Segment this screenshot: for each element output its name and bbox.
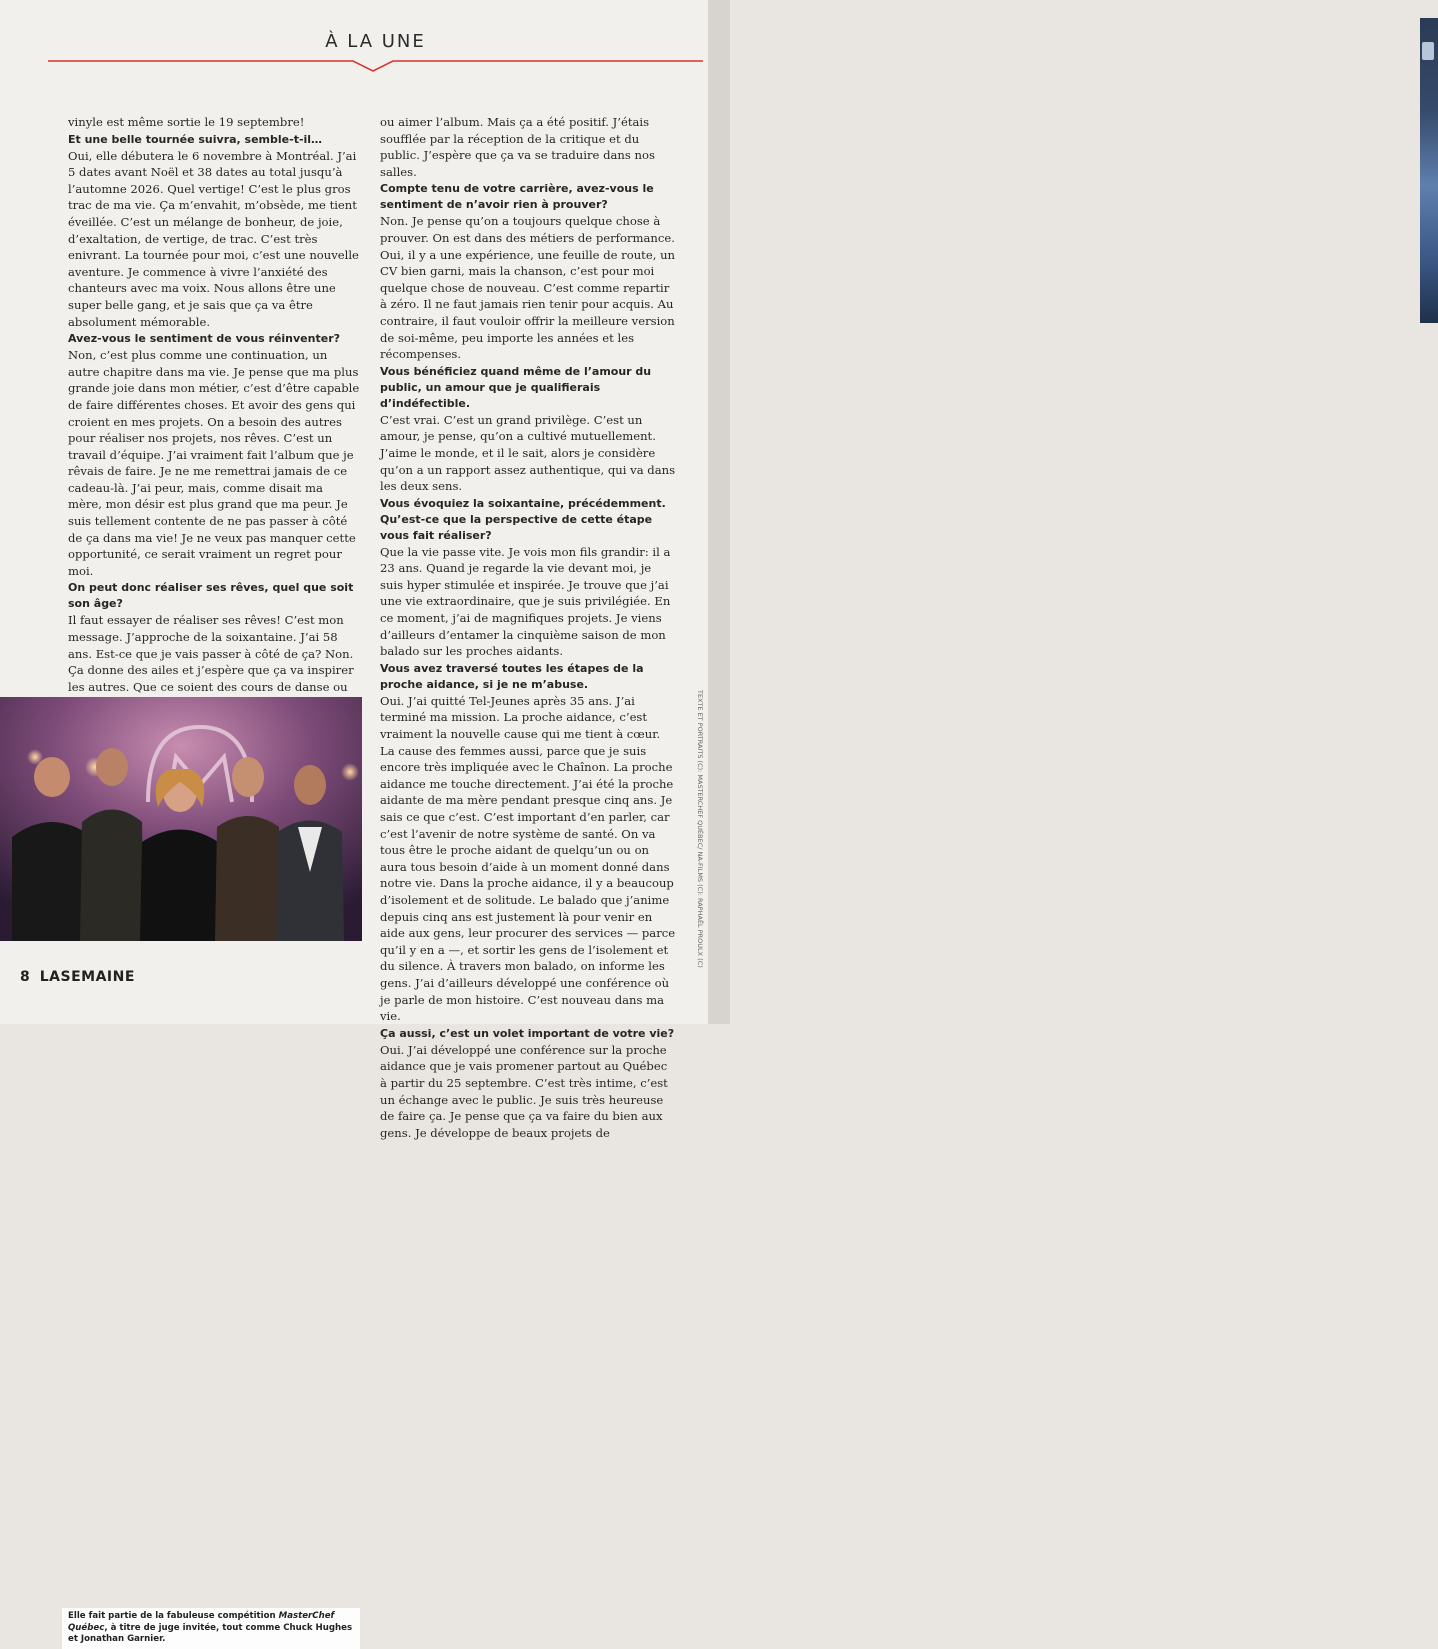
- magazine-page: [0, 0, 708, 1644]
- interview-question: Ça aussi, c’est un volet important de votre vie?: [380, 1026, 675, 1040]
- page-footer: [20, 966, 135, 985]
- adjacent-page-edge: [708, 0, 730, 1024]
- interview-question: Avez-vous le sentiment de vous réinventer?: [68, 332, 340, 346]
- interview-answer: Oui. J’ai développé une conférence sur la proche aidance que je vais promener partout au Québec à partir du 25 septembre. C’est très intime, c’est un échange avec le public. Je suis très heureuse de faire ça. Je pense que ça va faire du bien aux gens. Je développe de beaux projets de: [380, 1042, 668, 1140]
- caption-show-title: MasterChef Québec: [68, 1611, 335, 1633]
- caption-text-end: , à titre de juge invitée, tout comme Chuck Hughes et Jonathan Garnier.: [68, 1622, 353, 1644]
- interview-question: Vous avez traversé toutes les étapes de la proche aidance, si je ne m’abuse.: [380, 661, 644, 691]
- interview-question: Vous bénéficiez quand même de l’amour du public, un amour que je qualifierais d’indéfectible.: [380, 364, 652, 410]
- interview-answer: Que la vie passe vite. Je vois mon fils grandir: il a 23 ans. Quand je regarde la vie devant moi, je suis hyper stimulée et inspirée. Je trouve que j’ai une vie extraordinaire, que je suis privilégiée. En ce moment, j’ai de magnifiques projets. Je viens d’ailleurs d’entamer la cinquième saison de mon balado sur les proches aidants.: [380, 544, 671, 659]
- photo-credit-text: TEXTE ET PORTRAITS (C): MASTERCHEF QUÉBEC/ NA-FILMS (C): RAPHAËL PROULX (C): [696, 690, 704, 968]
- interview-question: Compte tenu de votre carrière, avez-vous le sentiment de n’avoir rien à prouver?: [380, 182, 654, 212]
- photo-caption: [62, 1608, 360, 1649]
- interview-question: Vous évoquiez la soixantaine, précédemment. Qu’est-ce que la perspective de cette étape vous fait réaliser?: [380, 496, 666, 542]
- header-rule-with-notch: [48, 55, 703, 75]
- photo-credit: [694, 690, 704, 968]
- interview-question: Et une belle tournée suivra, semble-t-il…: [68, 132, 323, 146]
- article-column-right: [380, 114, 676, 1141]
- interview-answer: Non. Je pense qu’on a toujours quelque chose à prouver. On est dans des métiers de performance. Oui, il y a une expérience, une feuille de route, un CV bien garni, mais la chanson, c’est pour moi quelque chose de nouveau. C’est comme repartir à zéro. Il ne faut jamais rien tenir pour acquis. Au contraire, il faut vouloir offrir la meilleure version de soi-même, peu importe les années et les récompenses.: [380, 214, 676, 362]
- adjacent-page-photo: [1420, 18, 1438, 323]
- interview-answer: C’est vrai. C’est un grand privilège. C’est un amour, je pense, qu’on a cultivé mutuellement. J’aime le monde, et il le sait, alors je considère qu’on a un rapport assez authentique, qui va dans les deux sens.: [380, 412, 676, 494]
- interview-answer: ou aimer l’album. Mais ça a été positif. J’étais soufflée par la réception de la critique et du public. J’espère que ça va se traduire dans nos salles.: [380, 115, 655, 179]
- caption-text-start: Elle fait partie de la fabuleuse compétition: [68, 1611, 279, 1621]
- interview-answer: Oui, elle débutera le 6 novembre à Montréal. J’ai 5 dates avant Noël et 38 dates au total jusqu’à l’automne 2026. Quel vertige! C’est le plus gros trac de ma vie. Ça m’envahit, m’obsède, me tient éveillée. C’est un mélange de bonheur, de joie, d’exaltation, de vertige, de trac. C’est très enivrant. La tournée pour moi, c’est une nouvelle aventure. Je commence à vivre l’anxiété des chanteurs avec ma voix. Nous allons être une super belle gang, et je sais que ça va être absolument mémorable.: [68, 148, 359, 329]
- section-title: À LA UNE: [325, 31, 426, 52]
- interview-answer: Non, c’est plus comme une continuation, un autre chapitre dans ma vie. Je pense que ma plus grande joie dans mon métier, c’est d’être capable de faire différentes choses. Et avoir des gens qui croient en mes projets. On a besoin des autres pour réaliser nos projets, nos rêves. C’est un travail d’équipe. J’ai vraiment fait l’album que je rêvais de faire. Je ne me remettrai jamais de ce cadeau-là. J’ai peur, mais, comme disait ma mère, mon désir est plus grand que ma peur. Je suis tellement contente de ne pas passer à côté de ça dans ma vie! Je ne veux pas manquer cette opportunité, ce serait vraiment un regret pour moi.: [68, 348, 360, 578]
- brand-logo: LASEMAINE: [39, 969, 135, 985]
- interview-answer: vinyle est même sortie le 19 septembre!: [68, 115, 305, 129]
- interview-answer: Oui. J’ai quitté Tel-Jeunes après 35 ans. J’ai terminé ma mission. La proche aidance, c’est vraiment la nouvelle cause qui me tient à cœur. La cause des femmes aussi, parce que je suis encore très impliquée avec le Chaînon. La proche aidance me touche directement. J’ai été la proche aidante de ma mère pendant presque cinq ans. Je sais ce que c’est. C’est important d’en parler, car c’est l’avenir de notre système de santé. On va tous être le proche aidant de quelqu’un ou on aura tous besoin d’aide à un moment donné dans notre vie. Dans la proche aidance, il y a beaucoup d’isolement et de solitude. Le balado que j’anime depuis cinq ans est justement là pour venir en aide aux gens, leur procurer des services — parce qu’il y en a —, et sortir les gens de l’isolement et du silence. À travers mon balado, on informe les gens. J’ai d’ailleurs développé une conférence où je parle de mon histoire. C’est nouveau dans ma vie.: [380, 693, 676, 1024]
- interview-question: On peut donc réaliser ses rêves, quel que soit son âge?: [68, 581, 354, 611]
- page-number: 8: [20, 969, 30, 985]
- section-header: [48, 25, 703, 75]
- interview-answer: Il faut essayer de réaliser ses rêves! C’est mon message. J’approche de la soixantaine. J’ai 58 ans. Est-ce que je vais passer à côté de ça? Non. Ça donne des ailes et j’espère que ça va inspirer les autres. Que ce soient des cours de danse ou: [68, 613, 354, 694]
